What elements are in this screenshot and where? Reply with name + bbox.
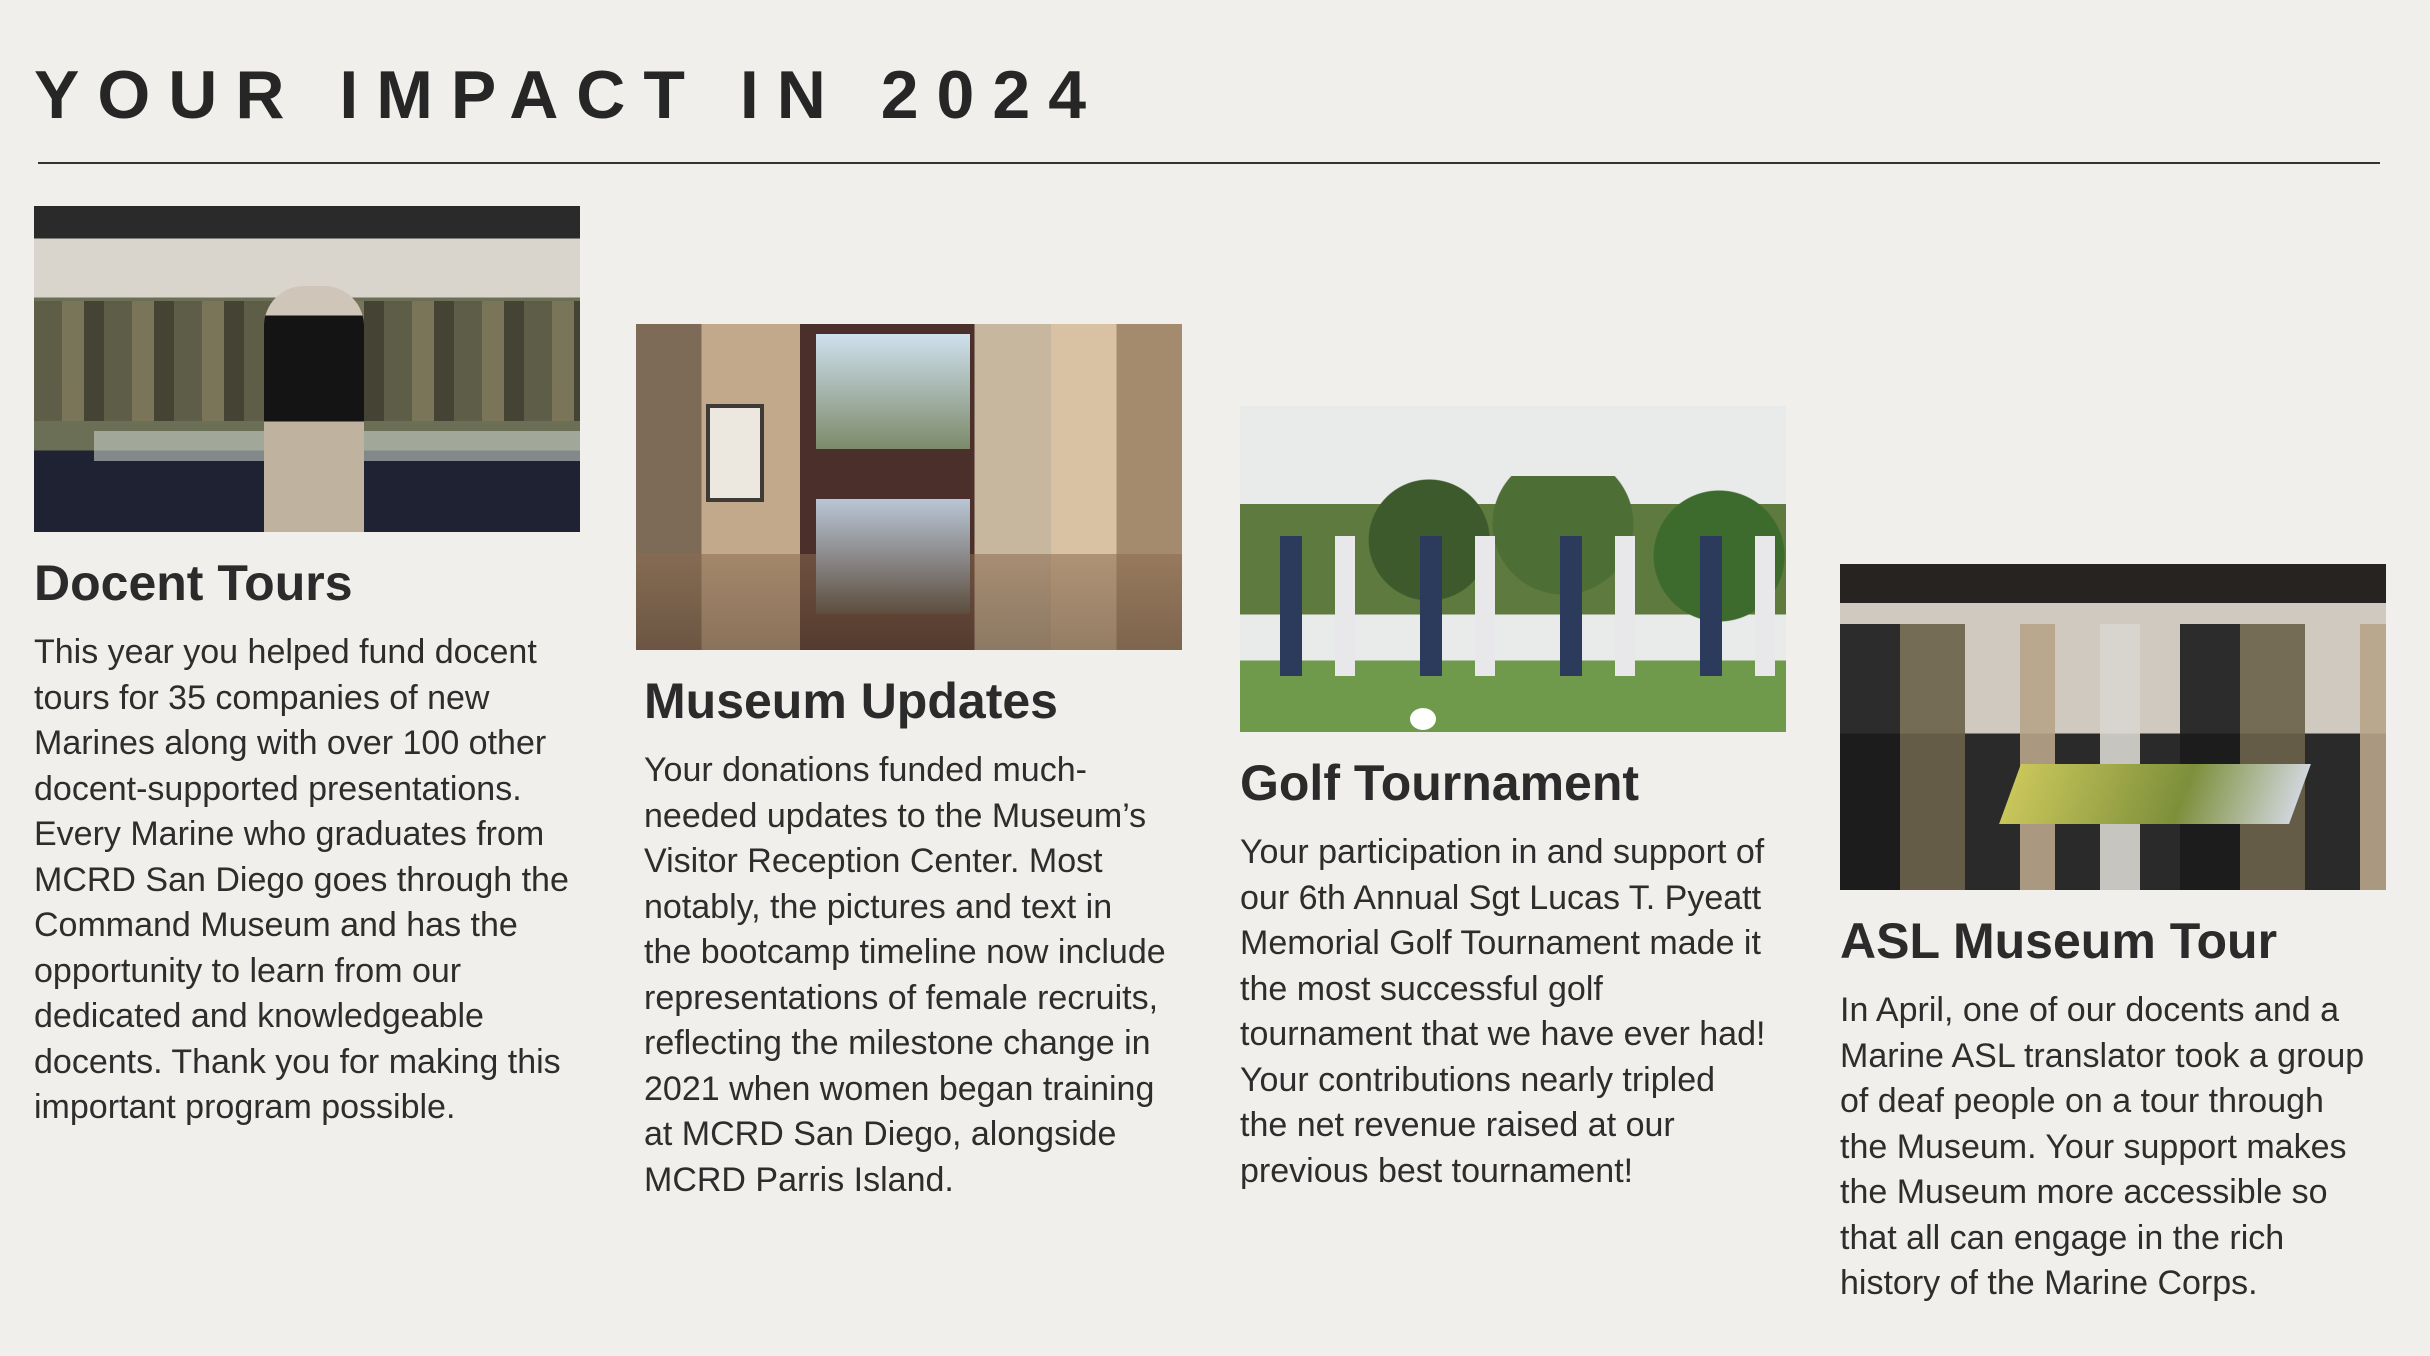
golf-tournament-photo bbox=[1240, 406, 1786, 732]
card-title: ASL Museum Tour bbox=[1840, 913, 2278, 969]
title-divider bbox=[38, 162, 2380, 164]
card-docent-tours bbox=[34, 206, 594, 1131]
page-title: YOUR IMPACT IN 2024 bbox=[34, 57, 1105, 133]
asl-museum-tour-photo bbox=[1840, 564, 2386, 890]
museum-updates-photo bbox=[636, 324, 1182, 650]
card-museum-updates bbox=[636, 324, 1196, 1203]
card-body: Your participation in and support of our 6th Annual Sgt Lucas T. Pyeatt Memorial Golf Tournament made it the most successful golf tournament that we have ever had! Your contributions nearly tripled the net revenue raised at our previous best tournament! bbox=[1240, 833, 1766, 1190]
card-body: Your donations funded much- needed updates to the Museum’s Visitor Reception Center. Most notably, the pictures and text in the bootcamp timeline now include representations of female recruits, reflecting the milestone change in 2021 when women began training at MCRD San Diego, alongside MCRD Parris Island. bbox=[644, 751, 1166, 1199]
card-asl-museum-tour bbox=[1840, 564, 2400, 1307]
docent-tour-photo bbox=[34, 206, 580, 532]
card-golf-tournament bbox=[1240, 406, 1800, 1194]
card-title: Docent Tours bbox=[34, 555, 353, 611]
card-title: Museum Updates bbox=[644, 673, 1058, 729]
card-body: In April, one of our docents and a Marine ASL translator took a group of deaf people on a tour through the Museum. Your support makes the Museum more accessible so that all can engage in the rich history of the Marine Corps. bbox=[1840, 991, 2365, 1302]
card-title: Golf Tournament bbox=[1240, 755, 1640, 811]
card-body: This year you helped fund docent tours for 35 companies of new Marines along with over 100 other docent-supported presentations. Every Marine who graduates from MCRD San Diego goes through the Command Museum and has the opportunity to learn from our dedicated and knowledgeable docents. Thank you for making this important program possible. bbox=[34, 633, 569, 1126]
